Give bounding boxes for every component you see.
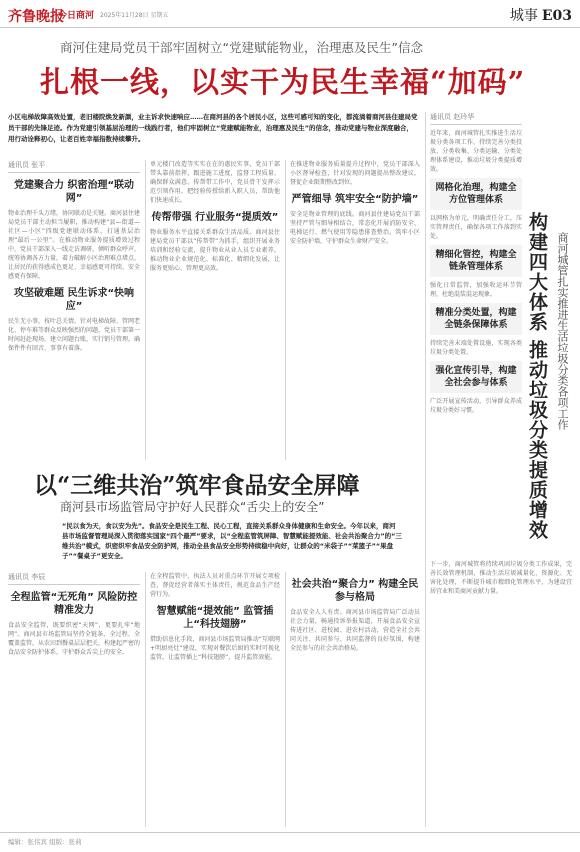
food-subhead-3: 社会共治“聚合力” 构建全民参与格局 [291, 579, 419, 603]
food-subhead-2: 智慧赋能“提效能” 监管插上“科技翅膀” [156, 606, 274, 630]
body-text: 物业治理千头万绪，协同联动是关键。商河县住建局党员干部主动担当履职，推动构建“县—街道—社区—小区”四级党建联动体系，打通基层治理“最后一公里”。在推动物业服务提质增效过程中，党员干部深入一线走访调研，倾听群众呼声，统筹协调各方力量，着力破解小区治理难点堵点，让居民的获得感成色更足、幸福感更可持续、安全感更有保障。 [8, 210, 140, 280]
footer-divider [0, 832, 580, 833]
right-story-text [430, 112, 522, 552]
food-column-2 [150, 572, 280, 827]
page-footer: 编辑：张伟宾 组版：张莉 [8, 838, 82, 846]
page-label [510, 5, 572, 25]
body-text: 强化日常监管，加强收运环节管理，杜绝混装混运现象。 [430, 282, 522, 298]
right-story-title: 构建四大体系 推动垃圾分类提质增效 [526, 212, 548, 540]
lead-intro-block [8, 112, 418, 156]
body-text: 在全程监管中，执法人员对重点环节开展专项检查，督促经营者落实主体责任，规范食品生产经营行为。 [150, 573, 280, 598]
food-column-3 [290, 572, 420, 827]
body-text: 在推进物业服务质量提升过程中，党员干部深入小区督导检查，针对发现的问题提出整改建议，督促企业限期整改到位。 [290, 161, 420, 186]
lead-byline: 通讯员 张平 [8, 160, 140, 173]
body-text: 广泛开展宣传活动，引导群众养成垃圾分类好习惯。 [430, 398, 522, 414]
lead-subtitle: 商河住建局党员干部牢固树立“党建赋能物业，治理惠及民生”信念 [60, 40, 423, 55]
body-text: 以网格为单元，明确责任分工，压实管理责任，确保各项工作落到实处。 [430, 215, 522, 240]
lead-column-1 [8, 160, 140, 460]
food-byline: 通讯员 李辰 [8, 572, 140, 585]
channel-name: 城事 [509, 8, 538, 24]
body-text: 安全是物业管理的底线。商河县住建局党员干部坚持严管与细导相结合，常态化开展消防安全、电梯运行、燃气使用等隐患排查整治，筑牢小区安全防护墙，守护群众生命财产安全。 [290, 211, 420, 245]
body-text: 单元楼门改造等实实在在的惠民实事，党员干部带头靠前指挥，跟进施工进度，监督工程质量，确保群众满意。传帮带工作中，党员骨干发挥示范引领作用，把经验传授给新入职人员，帮助他们快速成长。 [150, 161, 280, 204]
masthead [0, 0, 580, 28]
lead-title: 扎根一线，以实干为民生幸福“加码” [40, 65, 526, 99]
right-story-continued [430, 560, 572, 827]
right-story-subtitle: 商河城管扎实推进生活垃圾分类各项工作 [556, 232, 569, 430]
column-divider [145, 160, 146, 460]
issue-date: 2025年11月28日 星期五 [100, 12, 169, 19]
lead-subhead-1: 党建聚合力 织密治理“联动网” [13, 180, 135, 204]
food-story-title: 以“三维共治”筑牢食品安全屏障 [34, 472, 360, 499]
right-story-headline [525, 212, 577, 552]
newspaper-logo: 齐鲁晚报 [8, 9, 64, 25]
food-story-intro: “民以食为天，食以安为先”。食品安全是民生工程、民心工程，直接关系群众身体健康和生命安全。今年以来，商河县市场监督管理局深入贯彻落实国家“四个最严”要求，以“全程监管筑屏障、智慧赋能提效能、社会共治聚合力”的“三维共治”模式，织密织牢食品安全防护网，推动全县食品安全形势持续稳中向好，让群众的“米袋子”“菜篮子”“果盘子”“餐桌子”更安全。 [62, 522, 402, 560]
right-subhead-3: 精准分类处置，构建全链条保障体系 [430, 303, 522, 335]
lead-column-2 [150, 160, 280, 460]
column-divider [145, 572, 146, 827]
lead-subhead-4: 严管细导 筑牢安全“防护墙” [291, 194, 419, 205]
lead-subhead-2: 攻坚破难题 民生诉求“快响应” [13, 288, 135, 312]
page-number: E03 [541, 8, 572, 24]
body-text: 近年来，商河城管扎实推进生活垃圾分类各项工作，持续完善分类投放、分类收集、分类运输、分类处理体系建设，推动垃圾分类提质增效。 [430, 130, 522, 173]
lead-subhead-3: 传帮带强 行业服务“提质效” [151, 212, 279, 223]
food-story-subtitle: 商河县市场监管局守护好人民群众“舌尖上的安全” [60, 500, 325, 514]
body-text: 借助信息化手段，商河县市场监管局推动“互联网+明厨亮灶”建设，实现对餐饮后厨的实时可视化监管，让监管插上“科技翅膀”，提升监管效能。 [150, 636, 280, 661]
body-text: 食品安全监管，既要织密“天网”，更要扎牢“地网”。商河县市场监管局坚持全链条、全过程、全覆盖监管，从农田到餐桌层层把关，构建起严密的食品安全防护体系，守护群众舌尖上的安全。 [8, 622, 140, 656]
food-column-1 [8, 572, 140, 827]
food-subhead-1: 全程监管“无死角” 风险防控精准发力 [10, 592, 138, 616]
right-subhead-1: 网格化治理，构建全方位管理体系 [430, 178, 522, 210]
body-text: 食品安全人人有责。商河县市场监管局广泛动员社会力量，畅通投诉举报渠道，开展食品安全宣传进社区、进校园、进农村活动，营造全社会共同关注、共同参与、共同监督的良好氛围，构建全民参与的社会共治格局。 [290, 609, 420, 652]
right-byline: 通讯员 赵玲华 [430, 112, 522, 125]
lead-column-3 [290, 160, 420, 460]
column-divider [285, 572, 286, 827]
lead-intro: 小区电梯故障高效处置，老旧楼院焕发新颜，业主诉求快速响应……在商河县的各个居民小区，这些可感可知的变化，都流淌着商河县住建局党员干部的先锋足迹。作为党建引领基层治理的一线践行者，他们牢固树立“党建赋能物业，治理惠及民生”的信念，推动党建与物业深度融合，用行动诠释初心，让老百姓幸福指数持续攀升。 [8, 113, 418, 143]
right-subhead-2: 精细化管控，构建全链条管理体系 [430, 245, 522, 277]
section-name: 今日商河 [58, 11, 95, 21]
body-text: 下一步，商河城管将持续巩固垃圾分类工作成果，完善长效管理机制，推动生活垃圾减量化、资源化、无害化处理，不断提升城市精细化管理水平，为建设宜居宜业和美商河贡献力量。 [430, 561, 572, 595]
column-divider [425, 560, 426, 827]
column-divider [285, 160, 286, 460]
body-text: 持续完善末端处置设施，实现各类垃圾分类处置。 [430, 340, 522, 356]
column-divider [425, 112, 426, 562]
right-subhead-4: 强化宣传引导，构建全社会参与体系 [430, 361, 522, 393]
body-text: 民生无小事，枝叶总关情。针对电梯故障、管网老化、停车难等群众反映强烈的问题，党员干部第一时间赶赴现场，建立问题台账，实行销号管理，确保件件有回音、事事有着落。 [8, 318, 140, 352]
body-text: 物业服务水平直接关系群众生活品质。商河县住建局党员干部以“传帮带”为抓手，组织开展业务培训和经验交流，提升物业从业人员专业素养，推动物业企业规范化、标准化、精细化发展，让服务更贴心、管理更高效。 [150, 229, 280, 272]
